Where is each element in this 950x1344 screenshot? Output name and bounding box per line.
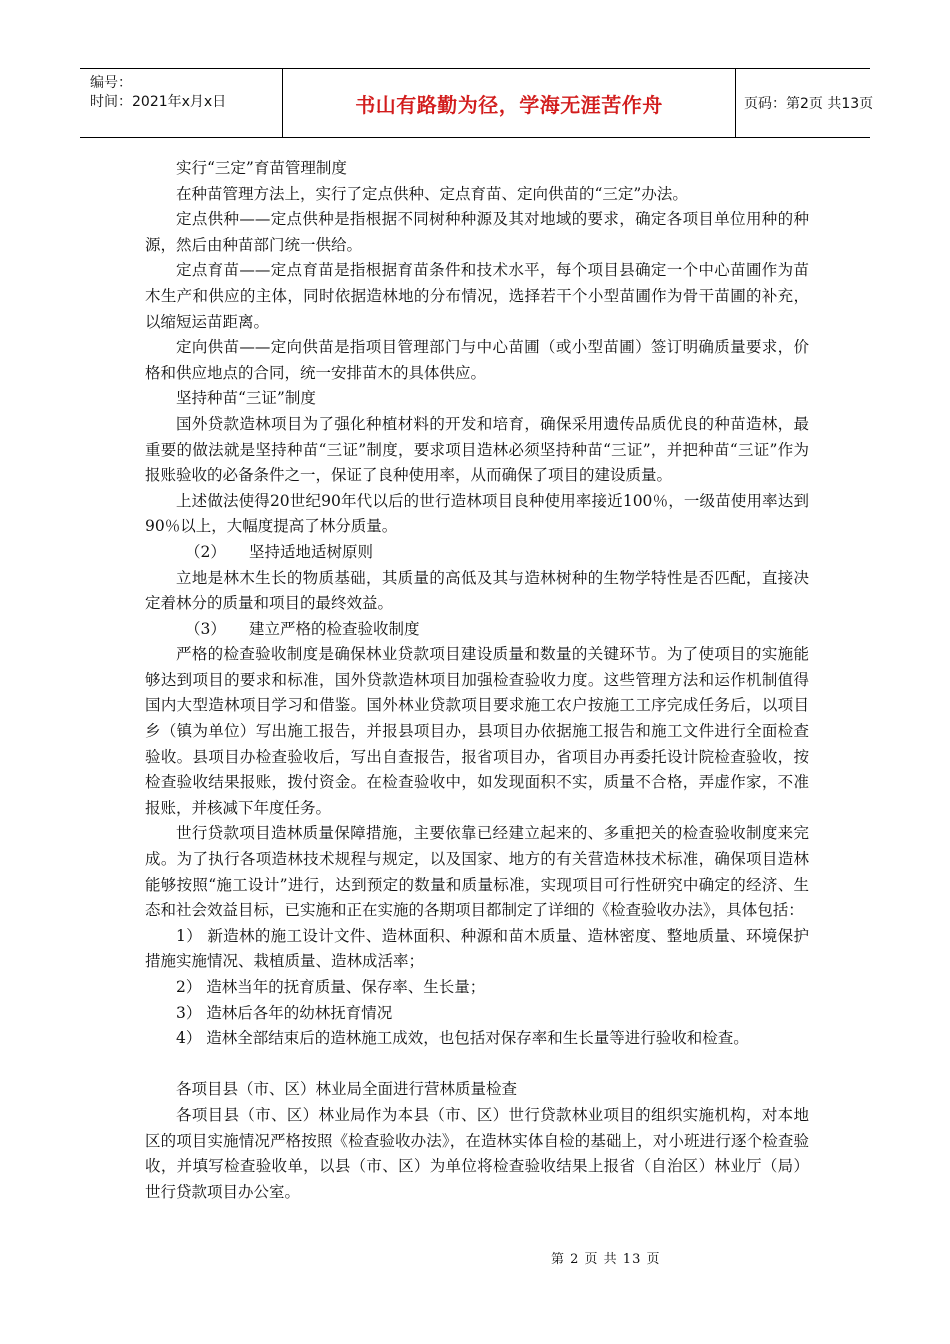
footer-page-number: 第 2 页 共 13 页 [551,1252,661,1267]
paragraph: 定点供种——定点供种是指根据不同树种种源及其对地域的要求，确定各项目单位用种的种源，然后由种苗部门统一供给。 [145,210,809,254]
paragraph: 坚持种苗“三证”制度 [176,389,316,408]
section-title: 建立严格的检查验收制度 [249,619,420,638]
header-motto: 书山有路勤为径，学海无涯苦作舟 [355,92,663,117]
paragraph: 世行贷款项目造林质量保障措施，主要依靠已经建立起来的、多重把关的检查验收制度来完成。为了执行各项造林技术规程与规定，以及国家、地方的有关营造林技术标准，确保项目造林能够按照“施工设计”进行，达到预定的数量和质量标准，实现项目可行性研究中确定的经济、生态和社会效益目标，已实施和正在实施的各期项目都制定了详细的《检查验收办法》，具体包括： [145,824,809,920]
document-time-label: 时间：2021年x月x日 [90,94,227,110]
paragraph: 定点育苗——定点育苗是指根据育苗条件和技术水平，每个项目县确定一个中心苗圃作为苗木生产和供应的主体，同时依据造林地的分布情况，选择若干个小型苗圃作为骨干苗圃的补充，以缩短运苗距离。 [145,261,809,331]
header-table [80,68,874,138]
list-item: 3） 造林后各年的幼林抚育情况 [176,1003,393,1022]
header-meta [80,69,282,137]
section-title: 坚持适地适树原则 [249,542,374,561]
paragraph: 实行“三定”育苗管理制度 [176,159,347,177]
paragraph: 各项目县（市、区）林业局作为本县（市、区）世行贷款林业项目的组织实施机构，对本地区的项目实施情况严格按照《检查验收办法》，在造林实体自检的基础上，对小班进行逐个检查验收，并填写检查验收单，以县（市、区）为单位将检查验收结果上报省（自治区）林业厅（局）世行贷款项目办公室。 [145,1105,809,1201]
document-body [145,156,809,1205]
header-page-info: 页码：第2页 共13页 [744,96,874,112]
paragraph: 定向供苗——定向供苗是指项目管理部门与中心苗圃（或小型苗圃）签订明确质量要求，价格和供应地点的合同，统一安排苗木的具体供应。 [145,338,809,382]
paragraph: 上述做法使得20世纪90年代以后的世行造林项目良种使用率接近100％，一级苗使用率达到90％以上，大幅度提高了林分质量。 [145,491,809,536]
list-item: 4） 造林全部结束后的造林施工成效，也包括对保存率和生长量等进行验收和检查。 [176,1029,749,1048]
section-number: （2） [185,542,226,561]
blank-line [145,1052,809,1078]
paragraph: 立地是林木生长的物质基础，其质量的高低及其与造林树种的生物学特性是否匹配，直接决定着林分的质量和项目的最终效益。 [145,568,809,613]
section-heading [145,617,809,643]
list-item: 2） 造林当年的抚育质量、保存率、生长量； [176,978,486,996]
section-number: （3） [185,619,226,638]
document-number-label: 编号： [90,75,132,91]
paragraph: 国外贷款造林项目为了强化种植材料的开发和培育，确保采用遗传品质优良的种苗造林，最重要的做法就是坚持种苗“三证”制度，要求项目造林必须坚持种苗“三证”，并把种苗“三证”作为报账验收的必备条件之一，保证了良种使用率，从而确保了项目的建设质量。 [145,414,809,485]
paragraph: 在种苗管理方法上，实行了定点供种、定点育苗、定向供苗的“三定”办法。 [176,184,688,203]
list-item: 1） 新造林的施工设计文件、造林面积、种源和苗木质量、造林密度、整地质量、环境保护措施实施情况、栽植质量、造林成活率； [145,926,809,971]
section-heading [145,540,809,566]
paragraph: 严格的检查验收制度是确保林业贷款项目建设质量和数量的关键环节。为了使项目的实施能够达到项目的要求和标准，国外贷款造林项目加强检查验收力度。这些管理方法和运作机制值得国内大型造林项目学习和借鉴。国外林业贷款项目要求施工农户按施工工序完成任务后，以项目乡（镇为单位）写出施工报告，并报县项目办，县项目办依据施工报告和施工文件进行全面检查验收。县项目办检查验收后，写出自查报告，报省项目办，省项目办再委托设计院检查验收，按检查验收结果报账，拨付资金。在检查验收中，如发现面积不实，质量不合格，弄虚作家，不准报账，并核减下年度任务。 [145,645,809,817]
paragraph: 各项目县（市、区）林业局全面进行营林质量检查 [176,1080,518,1099]
